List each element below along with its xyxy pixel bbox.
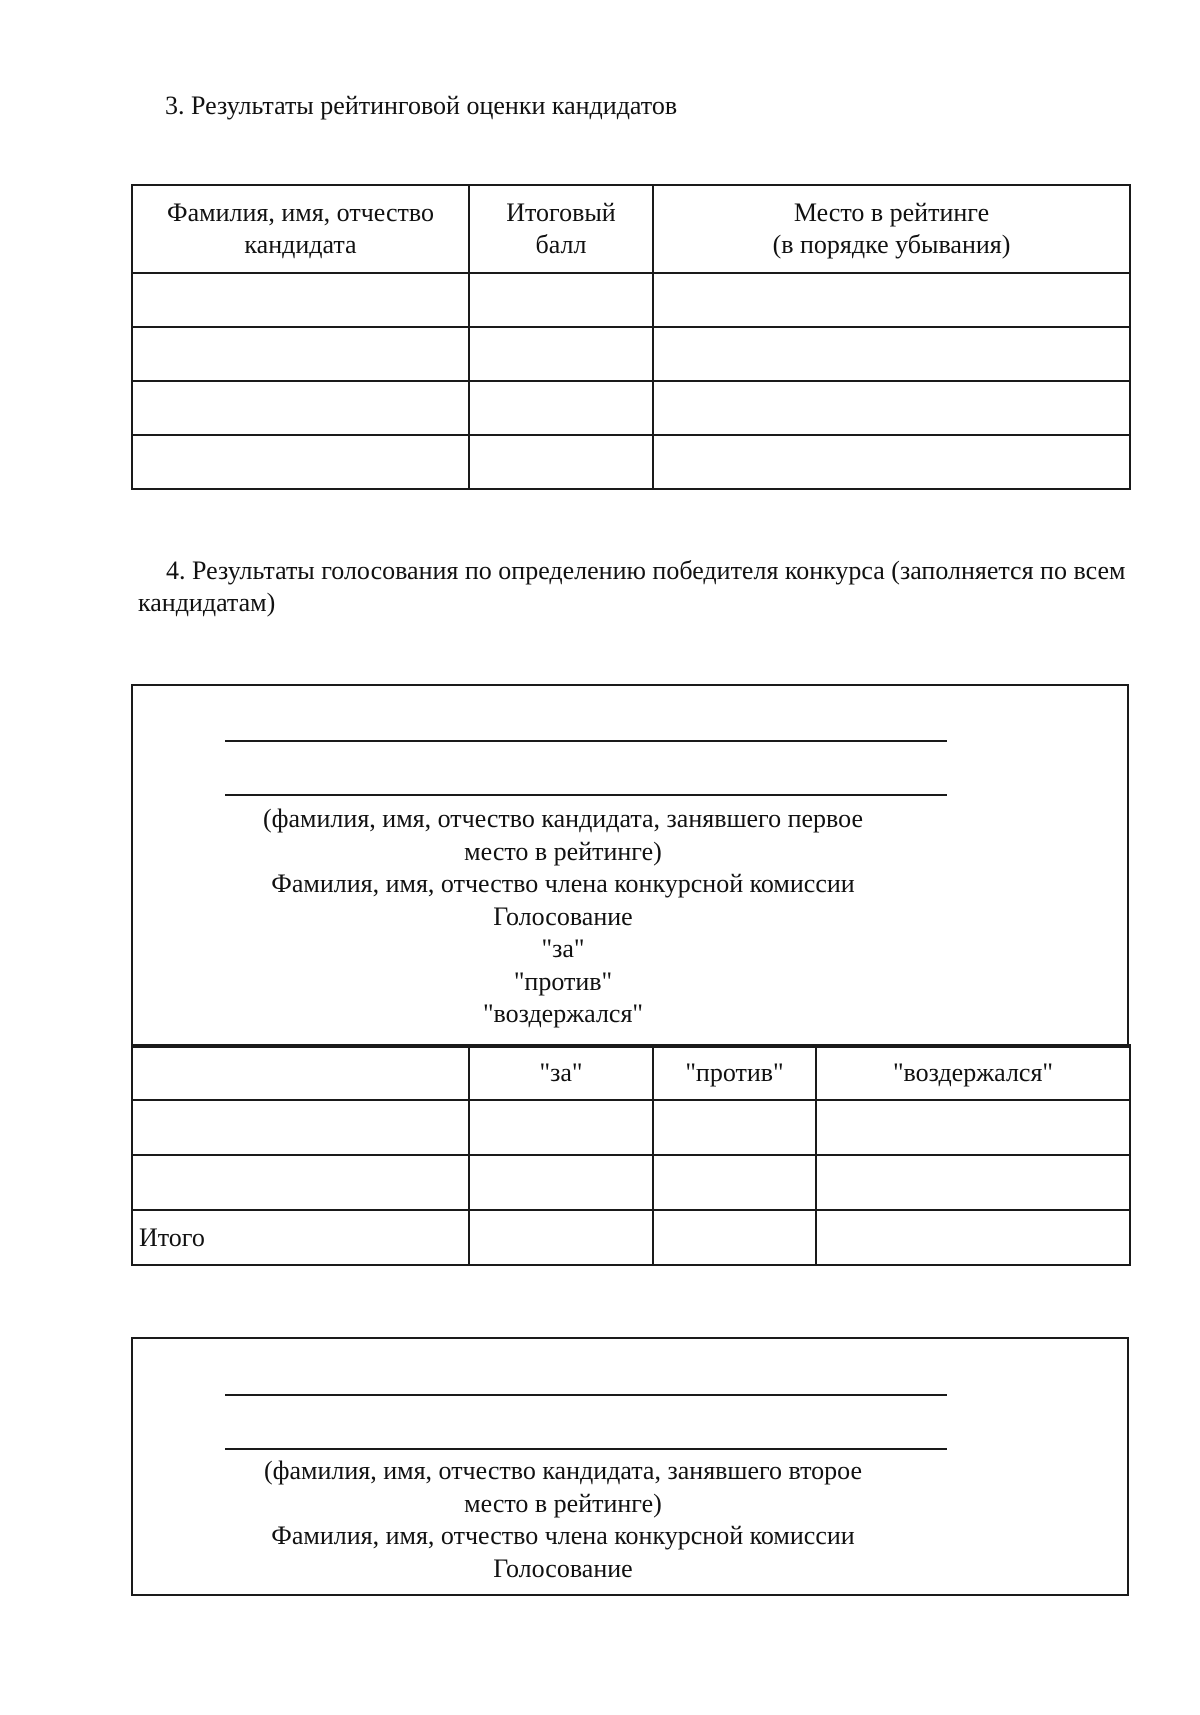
caption-line: Голосование [493, 901, 633, 931]
table-cell[interactable] [816, 1100, 1130, 1155]
rating-table [131, 184, 1131, 490]
section-4-heading: 4. Результаты голосования по определению победителя конкурса (заполняется по всем кандидатам) [138, 556, 1126, 617]
candidate-name-line[interactable] [225, 794, 947, 796]
vote-block-caption [133, 803, 993, 1031]
table-cell[interactable] [653, 1210, 816, 1265]
table-cell[interactable] [469, 273, 653, 327]
column-header-against: "против" [653, 1045, 816, 1100]
table-cell[interactable] [132, 327, 469, 381]
caption-line: Голосование [493, 1553, 633, 1583]
column-header-for: "за" [469, 1045, 653, 1100]
votes-table-header [132, 1045, 1130, 1100]
vote-block-first-place [131, 684, 1129, 1048]
table-cell[interactable] [653, 381, 1130, 435]
table-cell[interactable] [816, 1155, 1130, 1210]
table-cell[interactable] [132, 1100, 469, 1155]
caption-line: место в рейтинге) [464, 1488, 662, 1518]
table-cell[interactable] [653, 1100, 816, 1155]
caption-line: (фамилия, имя, отчество кандидата, занявшего второе [263, 1456, 863, 1485]
column-header-full-name [132, 185, 469, 273]
table-cell[interactable] [653, 273, 1130, 327]
header-line: Фамилия, имя, отчество [167, 198, 434, 227]
table-cell[interactable] [469, 435, 653, 489]
table-cell[interactable] [653, 1155, 816, 1210]
column-header-total-score [469, 185, 653, 273]
rating-table-header [132, 185, 1130, 273]
column-header-rating-place [653, 185, 1130, 273]
table-cell[interactable] [653, 435, 1130, 489]
header-line: кандидата [244, 230, 357, 259]
table-cell[interactable] [816, 1210, 1130, 1265]
column-header-abstained: "воздержался" [816, 1045, 1130, 1100]
table-row [132, 327, 1130, 381]
total-label: Итого [132, 1210, 469, 1265]
header-line: (в порядке убывания) [772, 230, 1011, 259]
votes-table [131, 1044, 1131, 1266]
table-row [132, 1100, 1130, 1155]
table-row [132, 273, 1130, 327]
table-cell[interactable] [653, 327, 1130, 381]
caption-line: место в рейтинге) [464, 836, 662, 866]
candidate-name-line[interactable] [225, 740, 947, 742]
table-cell[interactable] [469, 381, 653, 435]
caption-line: "воздержался" [482, 999, 644, 1028]
caption-line: Фамилия, имя, отчество члена конкурсной комиссии [271, 1521, 855, 1550]
table-cell[interactable] [469, 327, 653, 381]
header-line: Итоговый [506, 198, 616, 227]
table-cell[interactable] [469, 1100, 653, 1155]
header-line: балл [535, 230, 587, 259]
header-line: Место в рейтинге [793, 198, 990, 227]
vote-block-second-place [131, 1337, 1129, 1596]
section-3-heading: 3. Результаты рейтинговой оценки кандидатов [165, 91, 678, 120]
caption-line: "против" [513, 966, 613, 996]
candidate-name-line[interactable] [225, 1448, 947, 1450]
table-cell[interactable] [132, 1155, 469, 1210]
caption-line: (фамилия, имя, отчество кандидата, занявшего первое [263, 804, 863, 833]
table-row [132, 381, 1130, 435]
table-cell[interactable] [469, 1210, 653, 1265]
candidate-name-line[interactable] [225, 1394, 947, 1396]
vote-block-caption [133, 1455, 993, 1585]
table-cell[interactable] [132, 273, 469, 327]
table-cell[interactable] [132, 435, 469, 489]
table-cell[interactable] [469, 1155, 653, 1210]
caption-line: Фамилия, имя, отчество члена конкурсной комиссии [271, 869, 855, 898]
table-cell[interactable] [132, 381, 469, 435]
column-header-member [132, 1045, 469, 1100]
totals-row [132, 1210, 1130, 1265]
caption-line: "за" [541, 934, 585, 963]
table-row [132, 435, 1130, 489]
table-row [132, 1155, 1130, 1210]
